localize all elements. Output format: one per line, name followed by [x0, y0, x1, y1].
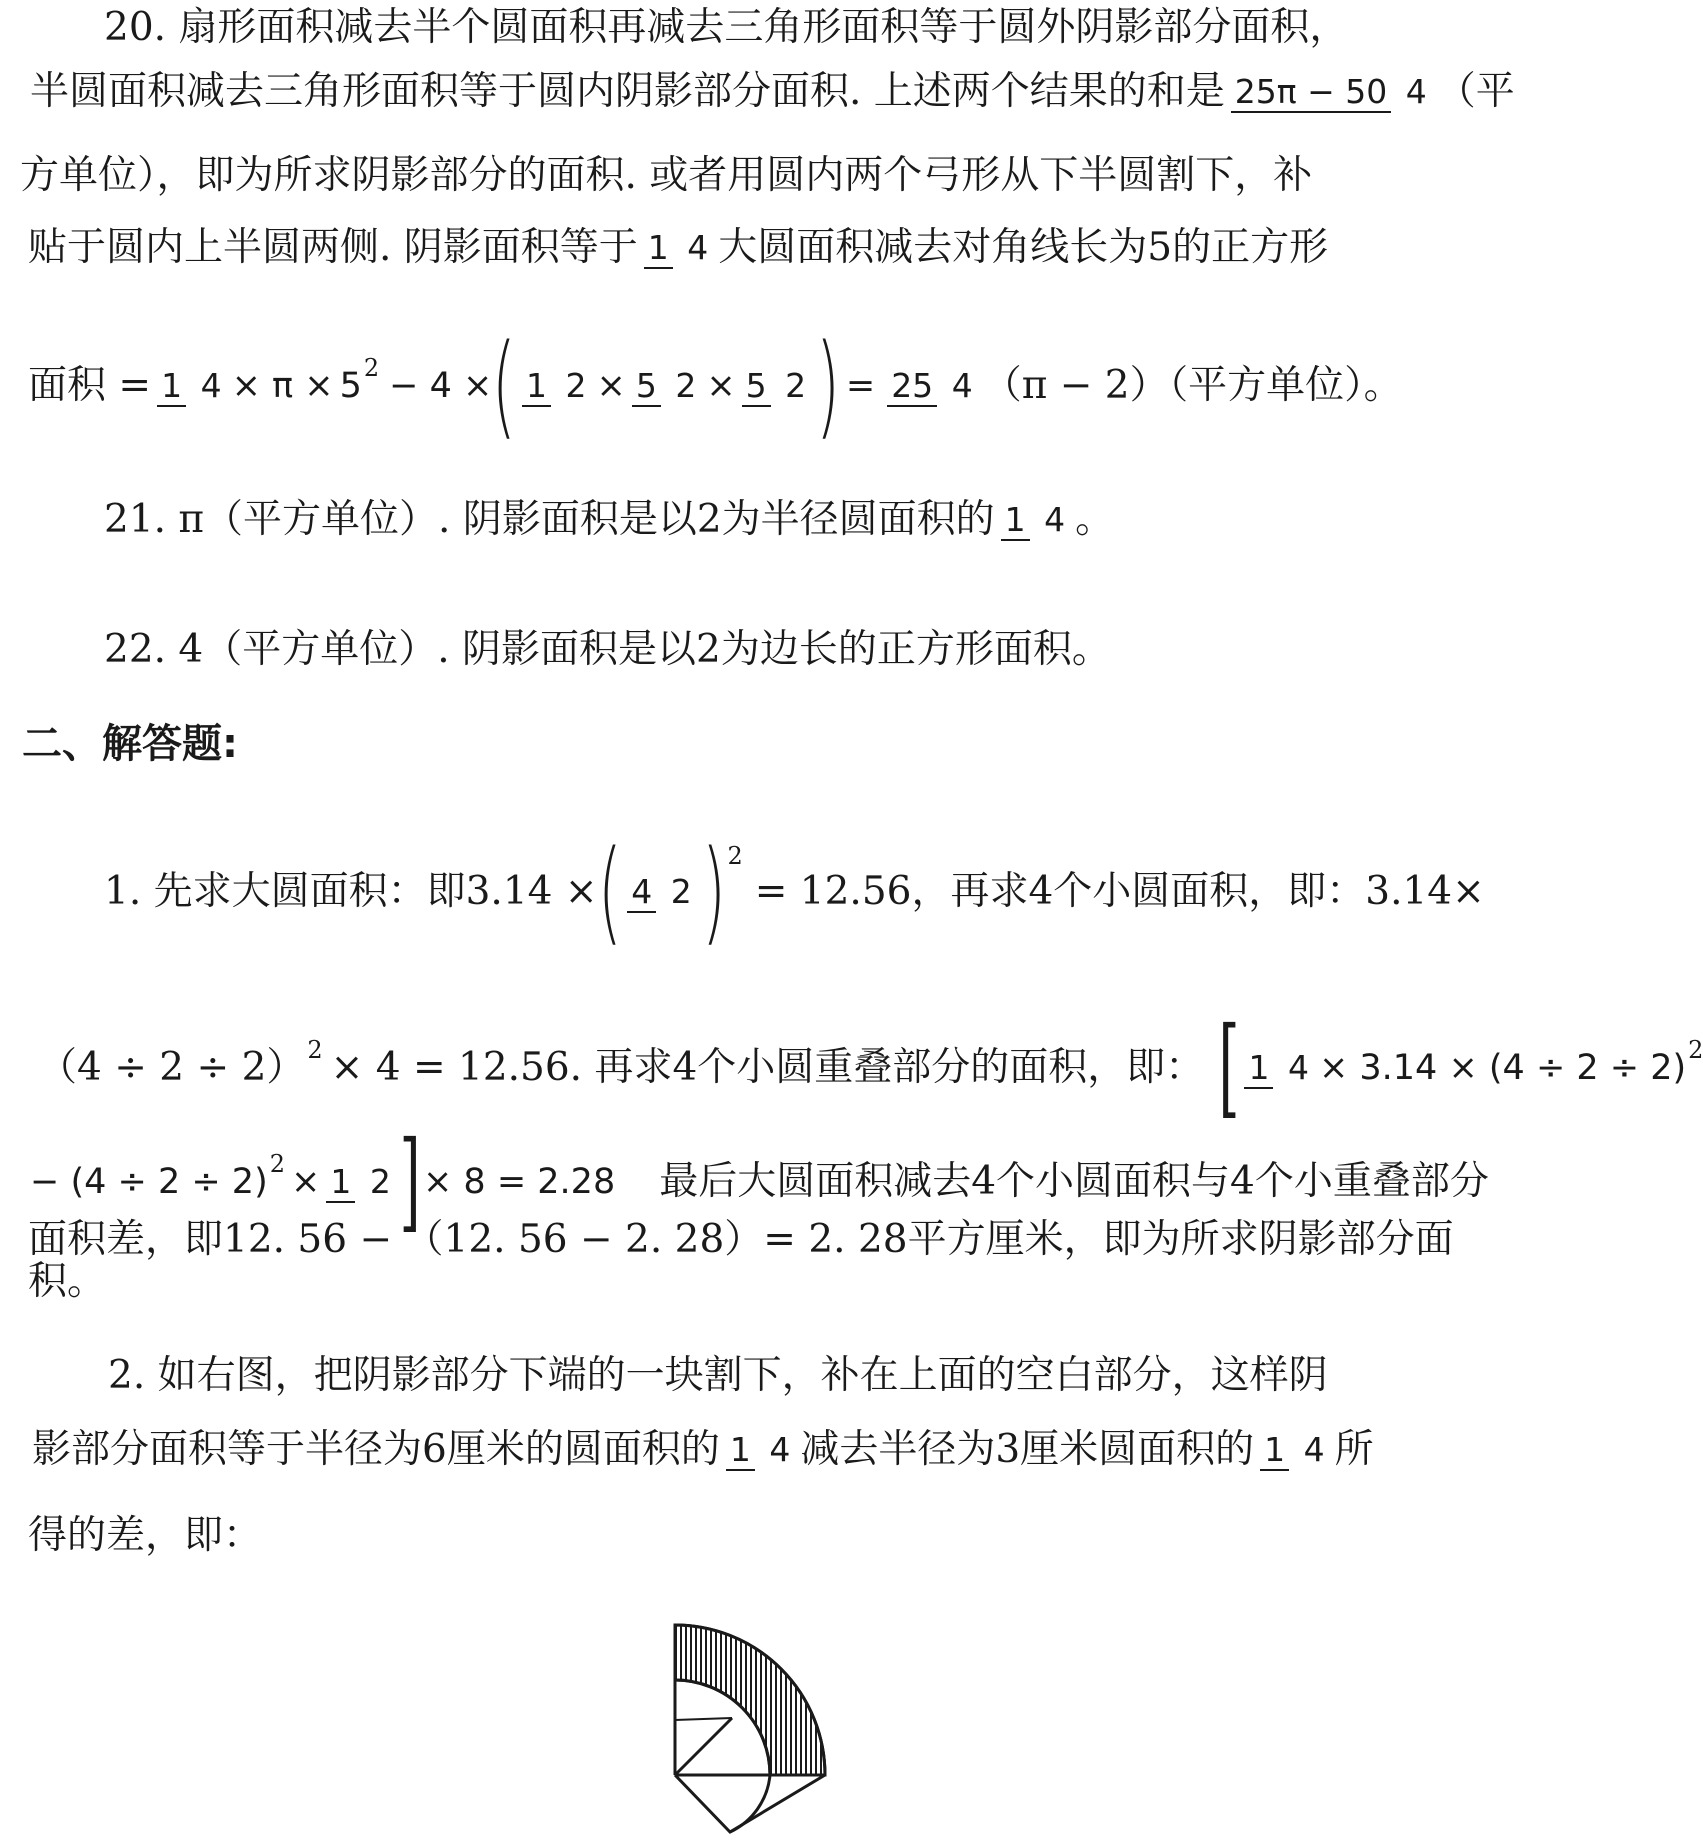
numerator: 25π − 50	[1231, 72, 1391, 113]
left-bracket: [	[1218, 1005, 1240, 1130]
text: 所	[1334, 1427, 1374, 1472]
math-text: ×	[596, 366, 626, 406]
denominator: 4	[951, 366, 973, 405]
math-text: − (4 ÷ 2 ÷ 2)	[30, 1162, 268, 1202]
text: 得的差，即：	[28, 1513, 263, 1558]
fraction	[1231, 73, 1431, 111]
text: = 12.56，再求4个小圆面积，即：3.14×	[754, 869, 1485, 914]
text: 面积差，即12. 56 − （12. 56 − 2. 28）= 2. 28平方厘米，即为所求阴影部分面	[28, 1217, 1454, 1262]
fraction	[157, 367, 226, 405]
text: × 4 = 12.56. 再求4个小圆重叠部分的面积，即：	[330, 1045, 1205, 1090]
superscript: 2	[727, 842, 743, 870]
q2-line-2	[32, 1426, 1374, 1474]
text: 贴于圆内上半圆两侧. 阴影面积等于	[28, 225, 638, 270]
numerator: 1	[644, 228, 673, 269]
denominator: 2	[670, 872, 692, 911]
numerator: 1	[1260, 1430, 1289, 1471]
text: 最后大圆面积减去4个小圆面积与4个小重叠部分	[659, 1159, 1489, 1204]
fraction	[1001, 501, 1070, 539]
numerator: 1	[157, 366, 186, 407]
superscript: 2	[307, 1036, 323, 1064]
quarter-circle-figure	[660, 1610, 860, 1842]
numerator: 1	[522, 366, 551, 407]
numerator: 1	[1001, 500, 1030, 541]
text: （平	[1436, 69, 1515, 114]
denominator: 2	[565, 366, 587, 405]
text: 22. 4（平方单位）. 阴影面积是以2为边长的正方形面积。	[104, 627, 1111, 672]
denominator: 4	[1303, 1430, 1325, 1469]
q1-line-4	[28, 1216, 1454, 1264]
text: （4 ÷ 2 ÷ 2）	[38, 1045, 306, 1090]
heading-text: 二、解答题:	[22, 721, 238, 767]
numerator: 25	[887, 366, 937, 407]
lower-piece	[675, 1775, 825, 1832]
fraction	[522, 367, 591, 405]
text: 方单位），即为所求阴影部分的面积. 或者用圆内两个弓形从下半圆割下，补	[20, 153, 1313, 198]
left-paren: (	[597, 827, 622, 957]
math-text: =	[845, 366, 876, 406]
p20-line-3	[20, 152, 1312, 200]
fraction	[644, 229, 713, 267]
math-text: ×	[291, 1162, 321, 1202]
math-text: 5	[339, 366, 362, 406]
p20-formula	[28, 321, 1403, 451]
p20-line-1	[104, 4, 1348, 52]
numerator: 1	[726, 1430, 755, 1471]
math-text: ×	[706, 366, 736, 406]
text: 减去半径为3厘米圆面积的	[800, 1427, 1255, 1472]
right-paren: )	[701, 827, 726, 957]
math-text: × π ×	[231, 366, 334, 406]
fraction	[887, 367, 977, 405]
text: 积。	[28, 1259, 107, 1304]
q1-line-5	[28, 1258, 106, 1306]
text: 20. 扇形面积减去半个圆面积再减去三角形面积等于圆外阴影部分面积，	[104, 5, 1349, 50]
lower-arc	[730, 1775, 770, 1832]
fraction	[1244, 1049, 1313, 1087]
denominator: 4	[1287, 1048, 1309, 1087]
math-text: × 8 = 2.28	[422, 1162, 616, 1202]
p20-line-2	[30, 68, 1515, 116]
text: 2. 如右图，把阴影部分下端的一块割下，补在上面的空白部分，这样阴	[108, 1353, 1328, 1398]
q2-line-3	[28, 1512, 262, 1560]
diagonal-line	[675, 1718, 732, 1775]
section-title	[22, 720, 238, 768]
numerator: 5	[742, 366, 771, 407]
denominator: 2	[675, 366, 697, 405]
fraction	[726, 1431, 795, 1469]
denominator: 2	[785, 366, 807, 405]
q1-line-2	[38, 1005, 1703, 1130]
left-paren: (	[492, 321, 517, 451]
q2-line-1	[108, 1352, 1328, 1400]
text: （π − 2）（平方单位）。	[982, 363, 1403, 408]
fraction	[632, 367, 701, 405]
fraction	[1260, 1431, 1329, 1469]
denominator: 4	[200, 366, 222, 405]
numerator: 1	[326, 1162, 355, 1203]
text: 21. π（平方单位）. 阴影面积是以2为半径圆面积的	[104, 497, 995, 542]
superscript: 2	[363, 354, 380, 382]
p20-line-4	[28, 224, 1328, 272]
superscript: 2	[1688, 1036, 1703, 1064]
superscript: 2	[269, 1150, 286, 1178]
text: 。	[1075, 497, 1115, 542]
right-bracket: ]	[399, 1119, 421, 1244]
text: 面积 =	[28, 363, 152, 408]
chord-line	[675, 1718, 732, 1720]
p22-line	[104, 626, 1111, 674]
math-text: − 4 ×	[389, 366, 493, 406]
text: 大圆面积减去对角线长为5的正方形	[718, 225, 1329, 270]
math-text: × 3.14 × (4 ÷ 2 ÷ 2)	[1318, 1048, 1687, 1088]
numerator: 5	[632, 366, 661, 407]
text: 1. 先求大圆面积：即3.14 ×	[104, 869, 598, 914]
text: 半圆面积减去三角形面积等于圆内阴影部分面积. 上述两个结果的和是	[30, 69, 1225, 114]
fraction	[627, 873, 696, 911]
p21-line	[104, 496, 1114, 544]
denominator: 4	[687, 228, 709, 267]
denominator: 4	[769, 1430, 791, 1469]
q1-line-1	[104, 827, 1485, 957]
denominator: 4	[1405, 72, 1427, 111]
numerator: 4	[627, 872, 656, 913]
denominator: 4	[1044, 500, 1066, 539]
right-paren: )	[815, 321, 841, 451]
denominator: 2	[369, 1162, 391, 1201]
text: 影部分面积等于半径为6厘米的圆面积的	[32, 1427, 720, 1472]
fraction	[742, 367, 811, 405]
fraction	[326, 1163, 395, 1201]
numerator: 1	[1244, 1048, 1273, 1089]
